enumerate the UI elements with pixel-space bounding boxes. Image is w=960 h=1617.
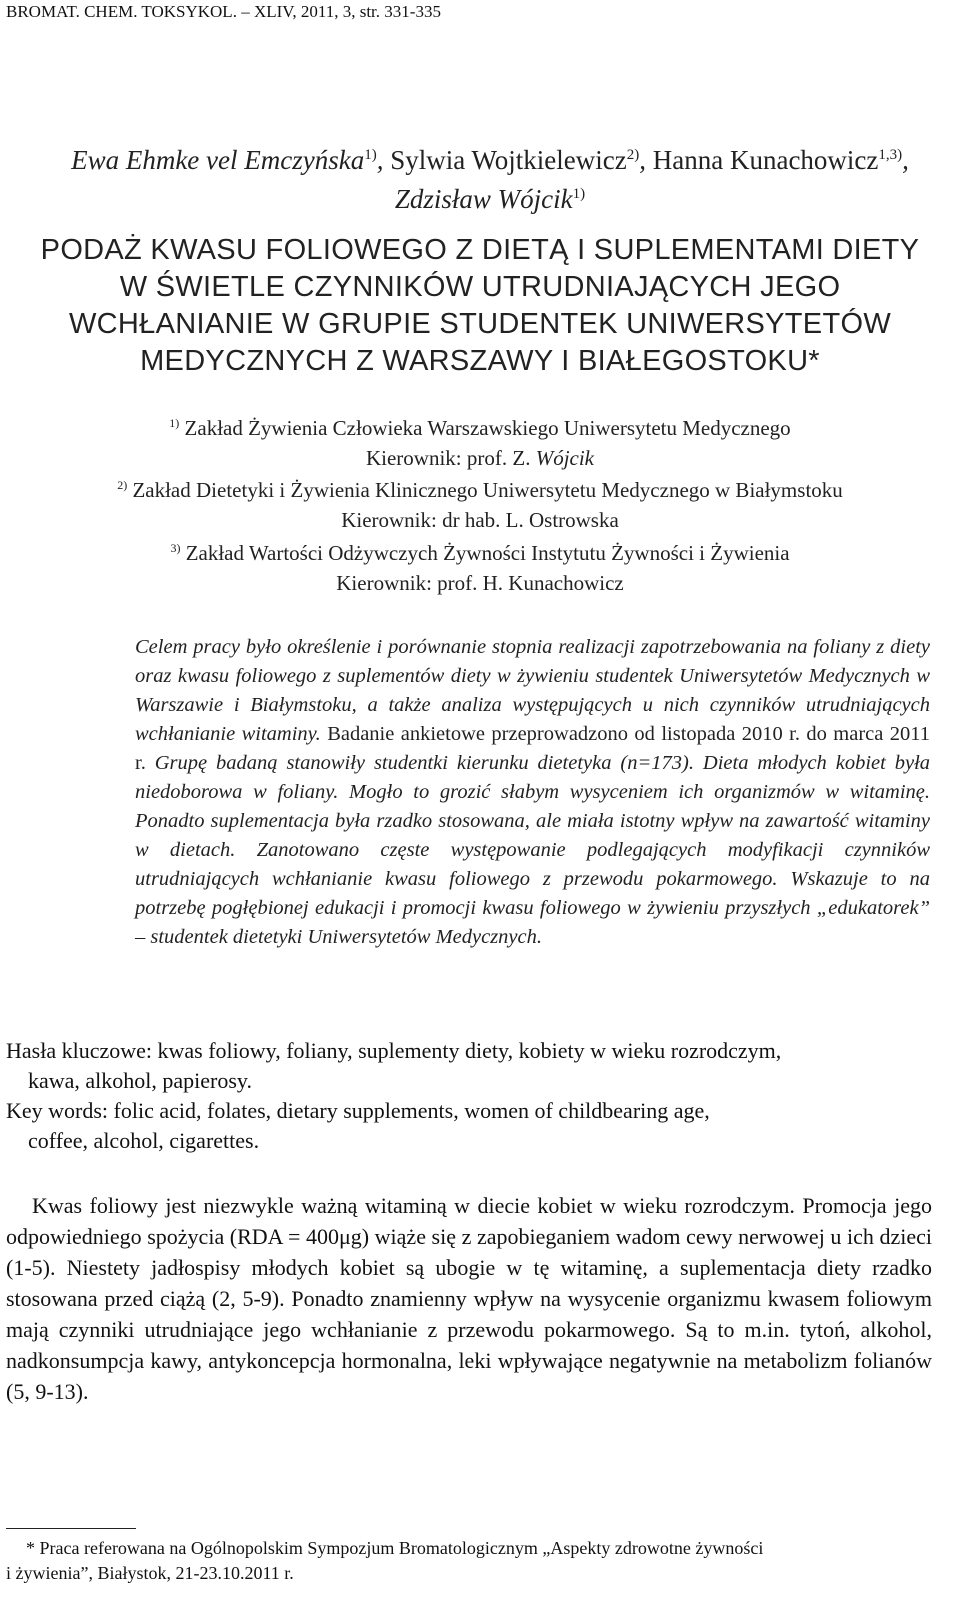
body-paragraph: Kwas foliowy jest niezwykle ważną witaminą w diecie kobiet w wieku rozrodczym. Promocja jego odpowiedniego spożycia (RDA = 400μg) wiąże się z zapobieganiem wadom cewy nerwowej u ich dzieci (1-5). Niestety jadłospisy młodych kobiet są ubogie w tę witaminę, a suplementacja diety rzadko stosowana przed ciążą (2, 5-9). Ponadto znamienny wpływ na wysycenie organizmu kwasem foliowym mają czynniki utrudniające jego wchłanianie z przewodu pokarmowego. Są to m.in. tytoń, alkohol, nadkonsumpcja kawy, antykoncepcja hormonalna, leki wpływające negatywnie na metabolizm folianów (5, 9-13). (6, 1193, 932, 1404)
keywords-line: Hasła kluczowe: kwas foliowy, foliany, suplementy diety, kobiety w wieku rozrodczym, (6, 1038, 782, 1063)
author-name: Ewa Ehmke vel Emczyńska (71, 145, 365, 175)
author-affiliation-mark: 1,3) (878, 147, 903, 163)
footnote-divider (6, 1528, 136, 1529)
affiliation-mark: 3) (170, 541, 181, 555)
keywords-line: Key words: folic acid, folates, dietary supplements, women of childbearing age, (6, 1098, 710, 1123)
title-line: WCHŁANIANIE W GRUPIE STUDENTEK UNIWERSYTETÓW (68, 308, 891, 340)
affiliation-3 (20, 533, 940, 598)
keywords-line: kawa, alkohol, papierosy. (28, 1068, 253, 1093)
author-affiliation-mark: 1) (572, 186, 586, 202)
keywords-english (6, 1096, 936, 1156)
keywords-polish (6, 1036, 936, 1096)
journal-header: BROMAT. CHEM. TOKSYKOL. – XLIV, 2011, 3, str. 331-335 (6, 2, 441, 21)
author-affiliation-mark: 2) (626, 147, 640, 163)
affiliation-head: Kierownik: prof. Z. (365, 446, 536, 470)
affiliation-name: Zakład Wartości Odżywczych Żywności Instytutu Żywności i Żywienia (185, 541, 790, 565)
affiliation-name: Zakład Dietetyki i Żywienia Klinicznego Uniwersytetu Medycznego w Białymstoku (132, 478, 843, 502)
footnote-line: i żywienia”, Białystok, 21-23.10.2011 r. (6, 1563, 294, 1583)
author-name: Zdzisław Wójcik (394, 184, 573, 214)
abstract-results: Grupę badaną stanowiły studentki kierunku dietetyka (n=173). Dieta młodych kobiet była niedoborowa w foliany. Mogło to grozić słabym wysyceniem ich organizmów w witaminę. Ponadto suplementacja była rzadko stosowana, ale miała istotny wpływ na zawartość witaminy w dietach. Zanotowano częste występowanie podlegających modyfikacji czynników utrudniających wchłanianie kwasu foliowego z przewodu pokarmowego. Wskazuje to na potrzebę pogłębionej edukacji i promocji kwasu foliowego w żywieniu przyszłych „edukatorek” – studentek dietetyki Uniwersytetów Medycznych. (135, 752, 931, 948)
affiliation-head-italic: Wójcik (535, 446, 595, 470)
affiliation-mark: 1) (169, 416, 180, 430)
author-name: Sylwia Wojtkielewicz (390, 145, 627, 175)
author-affiliation-mark: 1) (364, 147, 377, 163)
paper-title (20, 232, 940, 380)
title-line: PODAŻ KWASU FOLIOWEGO Z DIETĄ I SUPLEMENTAMI DIETY (40, 234, 920, 266)
abstract (135, 633, 930, 952)
affiliation-mark: 2) (117, 478, 128, 492)
affiliation-1 (20, 408, 940, 473)
affiliation-name: Zakład Żywienia Człowieka Warszawskiego Uniwersytetu Medycznego (184, 416, 791, 440)
abstract-methods: Badanie ankietowe przeprowadzono od listopada 2010 r. do marca 2011 r. (135, 723, 930, 774)
affiliation-head: Kierownik: prof. H. Kunachowicz (336, 571, 624, 595)
affiliation-2 (20, 470, 940, 535)
title-line: W ŚWIETLE CZYNNIKÓW UTRUDNIAJĄCYCH JEGO (119, 271, 841, 303)
author-name: Hanna Kunachowicz (652, 145, 879, 175)
affiliation-head: Kierownik: dr hab. L. Ostrowska (341, 508, 619, 532)
footnote-line: * Praca referowana na Ogólnopolskim Sympozjum Bromatologicznym „Aspekty zdrowotne żywności (26, 1538, 764, 1558)
footnote (6, 1536, 936, 1586)
author-list: Ewa Ehmke vel Emczyńska$^{1)}$, Sylwia Wojtkielewicz$^{2)}$, Hanna Kunachowicz$^{1,3)}$, Zdzisław Wójcik$^{1)}$ (71, 145, 909, 214)
title-line: MEDYCZNYCH Z WARSZAWY I BIAŁEGOSTOKU* (140, 345, 820, 377)
keywords-line: coffee, alcohol, cigarettes. (28, 1128, 260, 1153)
abstract-aim: Celem pracy było określenie i porównanie stopnia realizacji zapotrzebowania na foliany z diety oraz kwasu foliowego z suplementów diety w żywieniu studentek Uniwersytetów Medycznych w Warszawie i Białymstoku, a także analiza występujących u nich czynników utrudniających wchłanianie witaminy. (135, 636, 930, 745)
